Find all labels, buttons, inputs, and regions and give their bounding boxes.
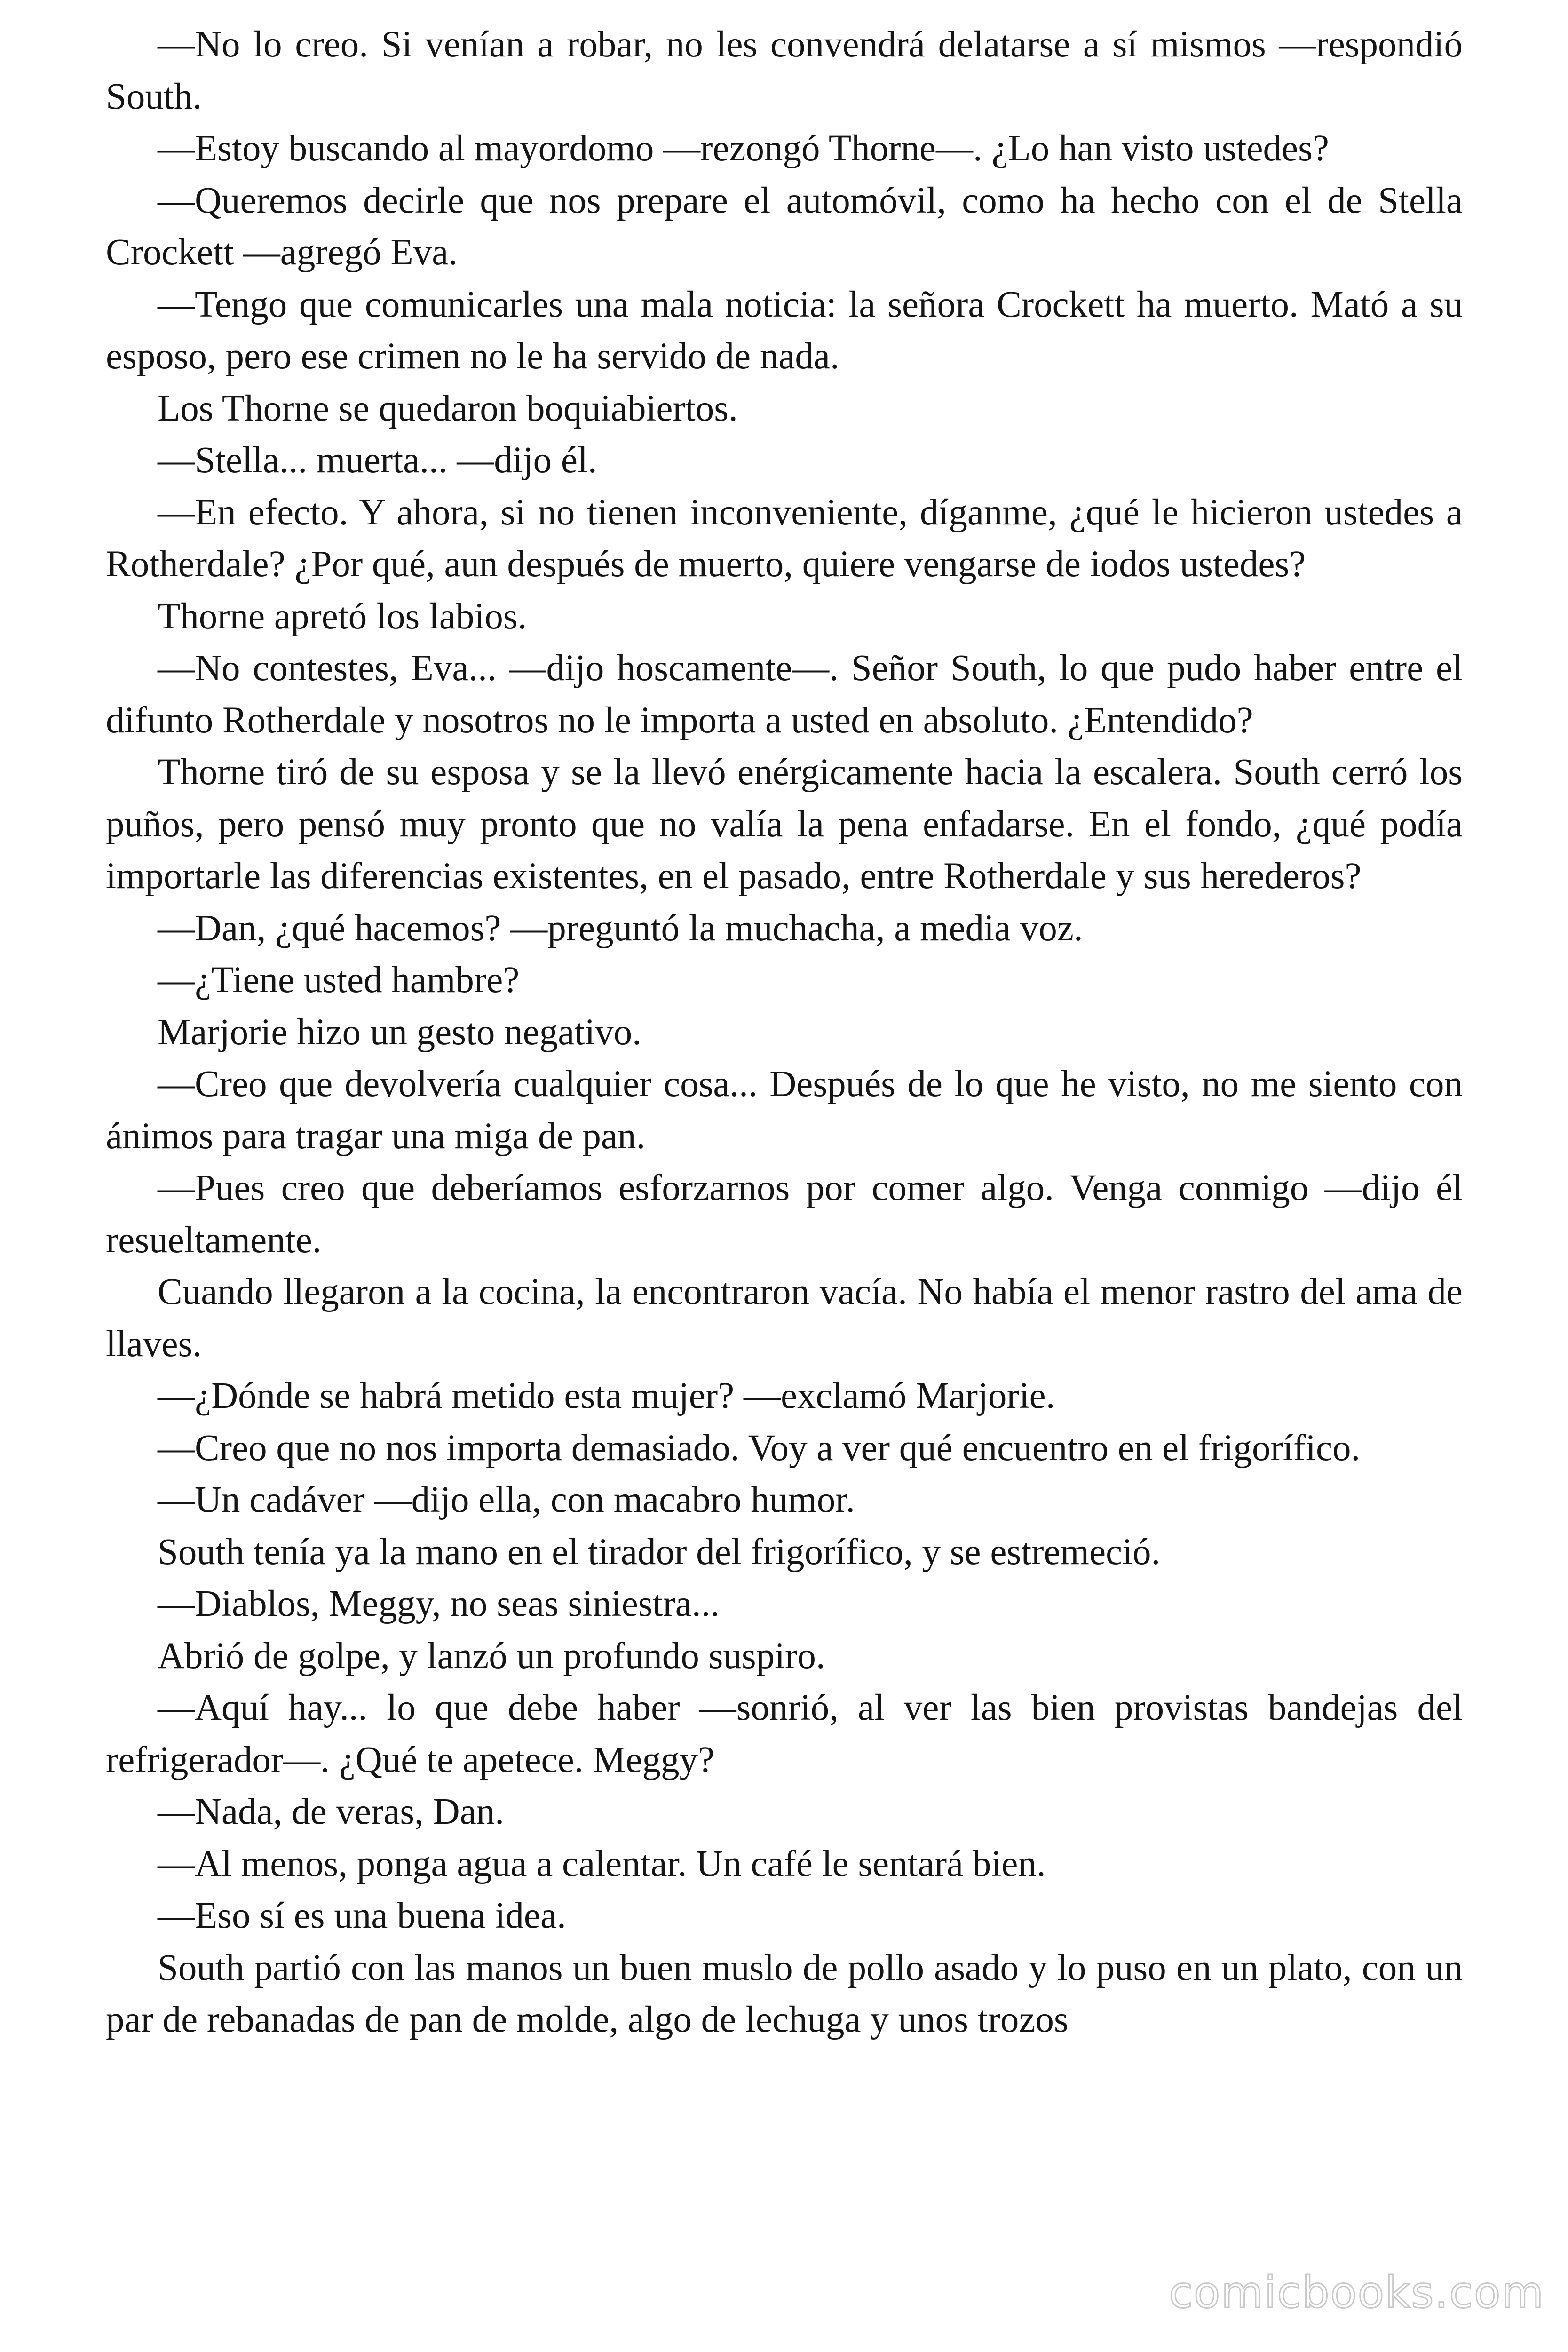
paragraph: —¿Tiene usted hambre? xyxy=(158,960,520,1001)
paragraph: —En efecto. Y ahora, si no tienen inconveniente, díganme, ¿qué le hicieron ustedes a Rotherdale? ¿Por qué, aun después de muerto, quiere vengarse de iodos ustedes? xyxy=(106,492,1463,585)
paragraph: —Queremos decirle que nos prepare el automóvil, como ha hecho con el de Stella Crockett —agregó Eva. xyxy=(106,180,1463,273)
paragraph: Marjorie hizo un gesto negativo. xyxy=(158,1011,641,1053)
paragraph: —No contestes, Eva... —dijo hoscamente—. Señor South, lo que pudo haber entre el difunto Rotherdale y nosotros no le importa a usted en absoluto. ¿Entendido? xyxy=(106,648,1463,741)
paragraph: —Creo que no nos importa demasiado. Voy a ver qué encuentro en el frigorífico. xyxy=(158,1427,1361,1469)
watermark: comicbooks.com xyxy=(1169,2267,1544,2318)
paragraph: Los Thorne se quedaron boquiabiertos. xyxy=(158,388,738,429)
paragraph: —Diablos, Meggy, no seas siniestra... xyxy=(158,1583,720,1624)
paragraph: —No lo creo. Si venían a robar, no les convendrá delatarse a sí mismos —respondió South. xyxy=(106,24,1463,117)
paragraph: Thorne apretó los labios. xyxy=(158,596,527,637)
paragraph: —Estoy buscando al mayordomo —rezongó Thorne—. ¿Lo han visto ustedes? xyxy=(158,128,1329,169)
paragraph: —Tengo que comunicarles una mala noticia: la señora Crockett ha muerto. Mató a su esposo, pero ese crimen no le ha servido de nada. xyxy=(106,284,1463,377)
paragraph: —Al menos, ponga agua a calentar. Un café le sentará bien. xyxy=(158,1843,1046,1884)
paragraph: —Un cadáver —dijo ella, con macabro humor. xyxy=(158,1479,855,1520)
paragraph: Abrió de golpe, y lanzó un profundo suspiro. xyxy=(158,1635,825,1677)
paragraph: —Eso sí es una buena idea. xyxy=(158,1895,566,1936)
paragraph: —Stella... muerta... —dijo él. xyxy=(158,440,597,481)
paragraph: Thorne tiró de su esposa y se la llevó enérgicamente hacia la escalera. South cerró los puños, pero pensó muy pronto que no valía la pena enfadarse. En el fondo, ¿qué podía importarle las diferencias existentes, en el pasado, entre Rotherdale y sus herederos? xyxy=(106,752,1463,897)
paragraph: —Creo que devolvería cualquier cosa... Después de lo que he visto, no me siento con ánimos para tragar una miga de pan. xyxy=(106,1064,1463,1157)
paragraph: South tenía ya la mano en el tirador del frigorífico, y se estremeció. xyxy=(158,1531,1161,1573)
paragraph: —Nada, de veras, Dan. xyxy=(158,1791,505,1832)
paragraph: —Pues creo que deberíamos esforzarnos por comer algo. Venga conmigo —dijo él resueltamente. xyxy=(106,1168,1463,1261)
page-text xyxy=(106,19,1463,2046)
paragraph: —Aquí hay... lo que debe haber —sonrió, al ver las bien provistas bandejas del refrigerador—. ¿Qué te apetece. Meggy? xyxy=(106,1687,1463,1780)
paragraph: —¿Dónde se habrá metido esta mujer? —exclamó Marjorie. xyxy=(158,1375,1055,1416)
paragraph: —Dan, ¿qué hacemos? —preguntó la muchacha, a media voz. xyxy=(158,907,1083,949)
paragraph: South partió con las manos un buen muslo de pollo asado y lo puso en un plato, con un par de rebanadas de pan de molde, algo de lechuga y unos trozos xyxy=(106,1947,1463,2040)
paragraph: Cuando llegaron a la cocina, la encontraron vacía. No había el menor rastro del ama de llaves. xyxy=(106,1271,1463,1365)
